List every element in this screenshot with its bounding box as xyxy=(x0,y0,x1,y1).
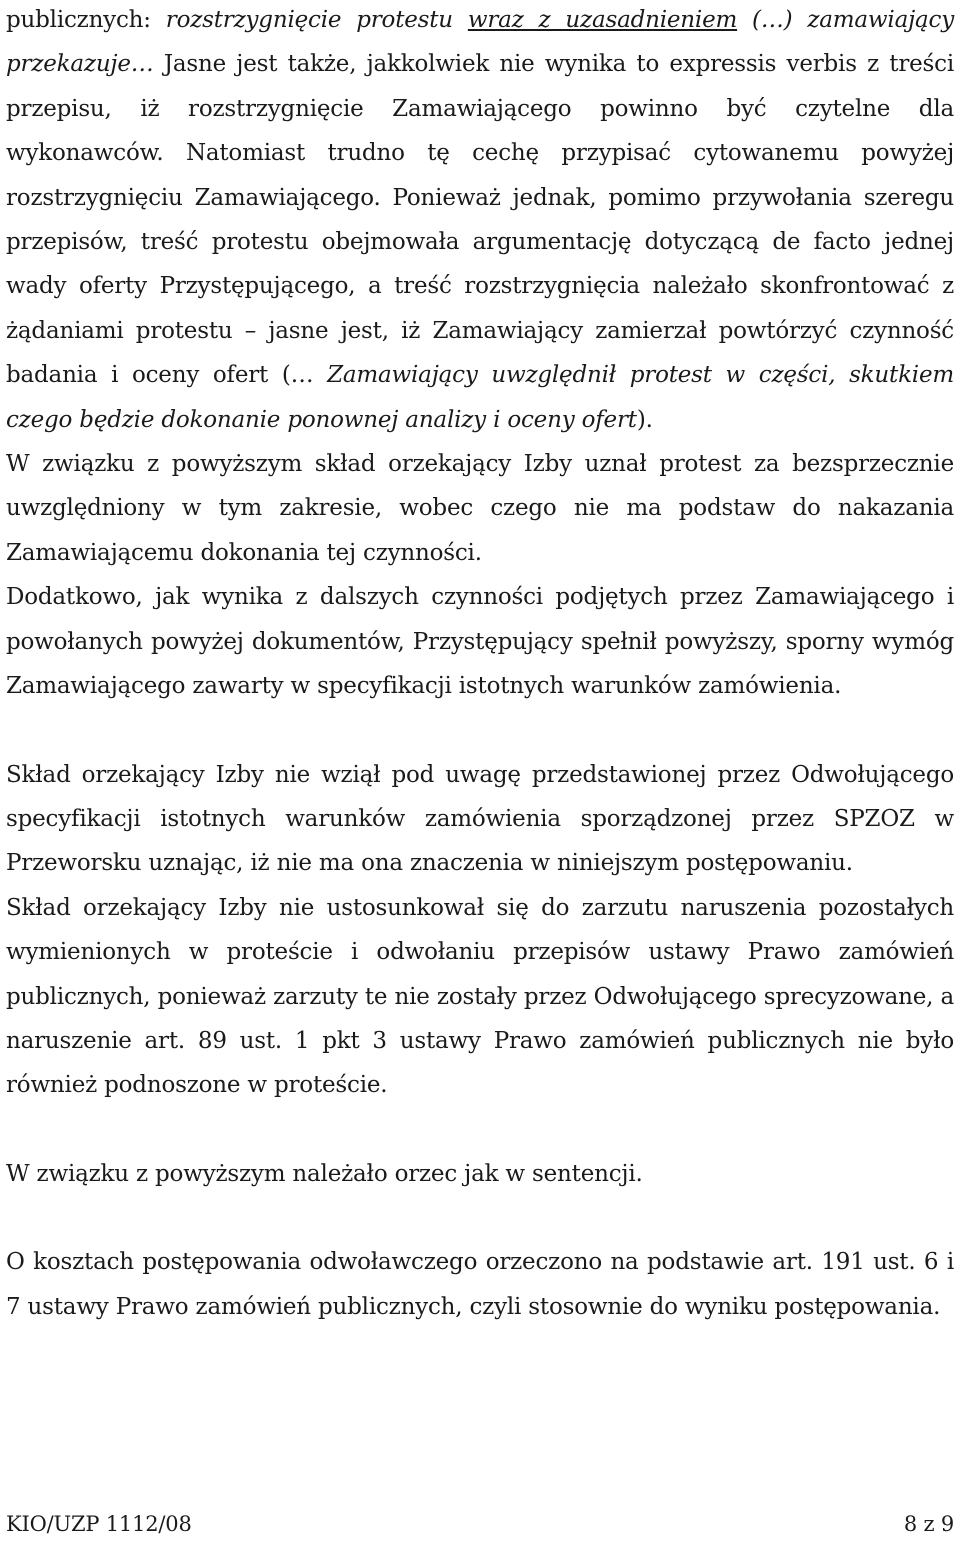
quoted-text: Zamawiający uwzględnił protest w części, skutkiem czego będzie dokonanie ponownej analizy i oceny ofert xyxy=(6,362,954,433)
paragraph-ruling: W związku z powyższym należało orzec jak w sentencji. xyxy=(6,1160,643,1187)
quoted-text: (…) zamawiający przekazuje… xyxy=(6,7,954,78)
text-span: Jasne jest także, jakkolwiek nie wynika to expressis verbis z treści przepisu, iż rozstrzygnięcie Zamawiającego powinno być czytelne dla wykonawców. Natomiast trudno tę cechę przypisać cytowanemu powyżej rozstrzygnięciu Zamawiającego. Ponieważ jednak, pomimo przywołania szeregu przepisów, treść protestu obejmowała argumentację dotyczącą de facto jednej wady oferty Przystępującego, a treść rozstrzygnięcia należało skonfrontować z żądaniami protestu – jasne jest, iż Zamawiający zamierzał powtórzyć czynność badania i oceny ofert (… xyxy=(6,51,954,389)
text-span: ). xyxy=(636,406,653,433)
paragraph-reasoning xyxy=(6,0,954,442)
quoted-text-underlined: wraz z uzasadnieniem xyxy=(467,7,738,33)
quoted-text: rozstrzygnięcie protestu xyxy=(165,7,468,33)
page-footer xyxy=(6,1512,954,1536)
paragraph-additional: Dodatkowo, jak wynika z dalszych czynności podjętych przez Zamawiającego i powołanych powyżej dokumentów, Przystępujący spełnił powyższy, sporny wymóg Zamawiającego zawarty w specyfikacji istotnych warunków zamówienia. xyxy=(6,584,954,700)
paragraph-other-charges: Skład orzekający Izby nie ustosunkował się do zarzutu naruszenia pozostałych wymienionych w proteście i odwołaniu przepisów ustawy Prawo zamówień publicznych, ponieważ zarzuty te nie zostały przez Odwołującego sprecyzowane, a naruszenie art. 89 ust. 1 pkt 3 ustawy Prawo zamówień publicznych nie było również podnoszone w proteście. xyxy=(6,894,954,1099)
paragraph-costs: O kosztach postępowania odwoławczego orzeczono na podstawie art. 191 ust. 6 i 7 ustawy Prawo zamówień publicznych, czyli stosownie do wyniku postępowania. xyxy=(6,1249,954,1320)
document-page xyxy=(6,0,954,1329)
case-number: KIO/UZP 1112/08 xyxy=(6,1512,192,1536)
text-span: publicznych: xyxy=(6,7,166,33)
page-number: 8 z 9 xyxy=(903,1512,954,1536)
paragraph-spec-disregarded: Skład orzekający Izby nie wziął pod uwagę przedstawionej przez Odwołującego specyfikacji istotnych warunków zamówienia sporządzonej przez SPZOZ w Przeworsku uznając, iż nie ma ona znaczenia w niniejszym postępowaniu. xyxy=(6,761,954,877)
paragraph-conclusion: W związku z powyższym skład orzekający Izby uznał protest za bezsprzecznie uwzględniony w tym zakresie, wobec czego nie ma podstaw do nakazania Zamawiającemu dokonania tej czynności. xyxy=(6,451,954,566)
